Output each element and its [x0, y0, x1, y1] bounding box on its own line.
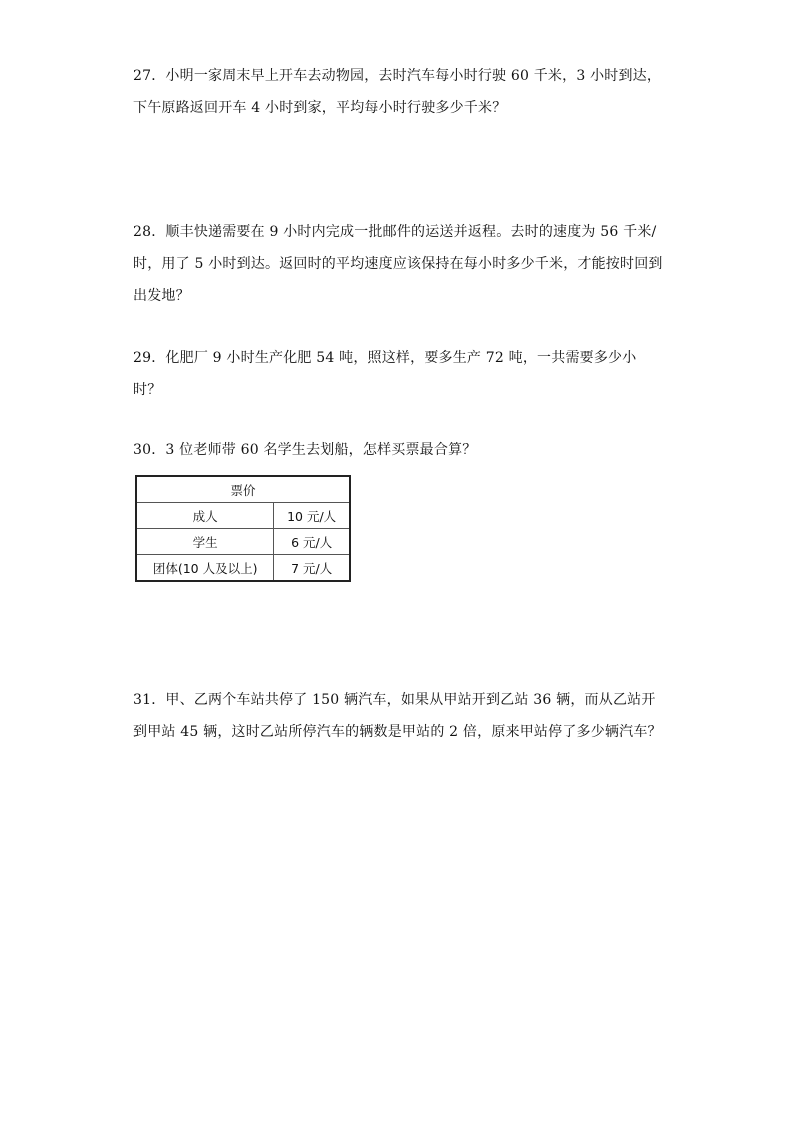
- table-cell-price: 6 元/人: [274, 529, 350, 555]
- table-row: [136, 555, 350, 582]
- table-header-row: [136, 476, 350, 503]
- table-cell-category: 成人: [136, 503, 274, 529]
- table-cell-category: 学生: [136, 529, 274, 555]
- question-29: 29．化肥厂 9 小时生产化肥 54 吨，照这样，要多生产 72 吨，一共需要多少小时？: [133, 350, 637, 398]
- question-27: 27．小明一家周末早上开车去动物园，去时汽车每小时行驶 60 千米，3 小时到达，下午原路返回开车 4 小时到家，平均每小时行驶多少千米？: [133, 68, 662, 116]
- table-cell-price: 10 元/人: [274, 503, 350, 529]
- table-cell-category: 团体(10 人及以上): [136, 555, 274, 582]
- question-31: 31．甲、乙两个车站共停了 150 辆汽车，如果从甲站开到乙站 36 辆，而从乙站开到甲站 45 辆，这时乙站所停汽车的辆数是甲站的 2 倍，原来甲站停了多少辆汽车？: [133, 692, 662, 740]
- table-row: [136, 529, 350, 555]
- ticket-price-table: [135, 475, 351, 582]
- question-28: 28．顺丰快递需要在 9 小时内完成一批邮件的运送并返程。去时的速度为 56 千米/时，用了 5 小时到达。返回时的平均速度应该保持在每小时多少千米，才能按时回到出发地？: [133, 224, 663, 304]
- question-30: 30．3 位老师带 60 名学生去划船，怎样买票最合算？: [133, 442, 477, 458]
- table-cell-price: 7 元/人: [274, 555, 350, 582]
- table-row: [136, 503, 350, 529]
- table-header: 票价: [136, 476, 350, 503]
